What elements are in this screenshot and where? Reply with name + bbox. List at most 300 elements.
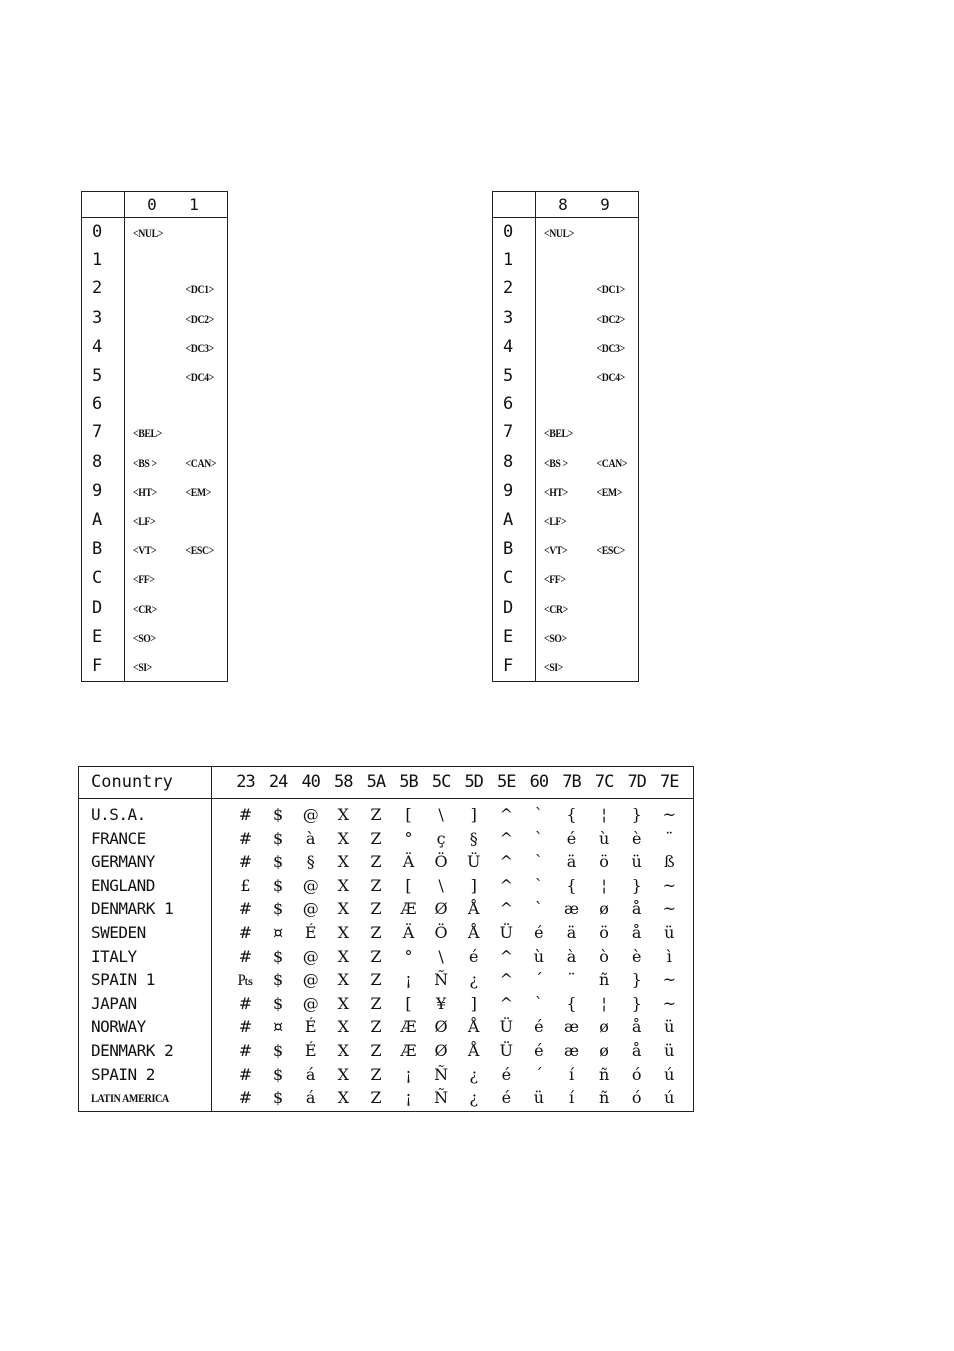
- character-cell: Ö: [434, 923, 448, 942]
- character-cell: Z: [370, 899, 382, 919]
- character-cell: $: [273, 875, 284, 895]
- country-name: ENGLAND: [91, 875, 155, 895]
- row-label: 7: [82, 418, 125, 447]
- character-cell: ñ: [598, 1064, 610, 1084]
- character-cell: Å: [467, 899, 480, 919]
- control-code: <BEL>: [544, 426, 573, 441]
- column-header: 1: [189, 195, 199, 214]
- row-cells: [125, 304, 228, 333]
- character-cell: X: [337, 993, 349, 1013]
- row-cells: [536, 477, 639, 506]
- character-cell: ¨: [567, 970, 576, 990]
- row-label: 2: [493, 274, 536, 303]
- code-column-header: 5E: [497, 772, 516, 792]
- character-cell: `: [534, 805, 543, 824]
- character-cell: ü: [664, 923, 675, 942]
- character-cell: å: [631, 1041, 642, 1060]
- character-cell: Ñ: [434, 1088, 449, 1108]
- row-cells: [125, 391, 228, 418]
- character-cell: ú: [664, 1088, 675, 1108]
- country-name: SPAIN 2: [91, 1064, 155, 1084]
- row-label: 0: [82, 218, 125, 248]
- code-column-header: 5D: [464, 772, 483, 792]
- character-cell: ^: [499, 946, 513, 966]
- control-code: <DC4>: [185, 370, 214, 385]
- row-cells: [125, 418, 228, 447]
- row-cells: [125, 564, 228, 593]
- character-cell: X: [337, 875, 349, 895]
- character-cell: $: [273, 1088, 284, 1108]
- character-cell: Ø: [434, 1041, 448, 1060]
- character-cell: é: [566, 828, 577, 848]
- character-cell: é: [534, 923, 544, 942]
- code-column-header: 7C: [594, 772, 614, 792]
- character-cell: í: [568, 1064, 575, 1084]
- code-column-header: 5B: [399, 772, 418, 792]
- country-name: SWEDEN: [91, 923, 146, 942]
- character-cell: ^: [499, 828, 513, 848]
- table-row: [82, 247, 228, 274]
- character-cell: X: [337, 1064, 349, 1084]
- control-code: <EM>: [185, 484, 211, 499]
- character-cell: å: [631, 899, 642, 919]
- row-cells: [125, 218, 228, 248]
- character-cell: $: [273, 805, 284, 824]
- character-cell: Ä: [402, 923, 415, 942]
- character-cell: }: [631, 993, 642, 1013]
- character-cell: ¿: [469, 1088, 478, 1108]
- character-cell: ^: [499, 852, 513, 872]
- character-cell: @: [302, 970, 319, 990]
- character-cell: $: [273, 1041, 284, 1060]
- control-code: <DC3>: [596, 340, 625, 355]
- character-cell: \: [438, 875, 444, 895]
- control-code: <CAN>: [185, 455, 217, 470]
- row-label: 7: [493, 418, 536, 447]
- character-cell: ä: [566, 923, 577, 942]
- character-cell: ^: [499, 805, 513, 824]
- character-cell: {: [566, 805, 577, 824]
- control-code: <HT>: [544, 484, 568, 499]
- character-cell: £: [240, 875, 251, 895]
- table-row: [82, 333, 228, 362]
- table-row: [493, 652, 639, 682]
- character-cell: ì: [666, 946, 672, 966]
- character-cell: ö: [599, 852, 609, 872]
- character-cell: ^: [499, 899, 513, 919]
- table-row: [493, 274, 639, 303]
- table-row: [82, 535, 228, 564]
- table-row: [79, 993, 693, 1017]
- row-cells: [536, 535, 639, 564]
- character-cell: [: [405, 805, 412, 824]
- code-column-header: 23: [236, 772, 255, 792]
- character-cell: `: [534, 852, 543, 872]
- table-row: [79, 969, 693, 993]
- table-row: [79, 828, 693, 852]
- row-label: 2: [82, 274, 125, 303]
- control-code: <CR>: [133, 601, 157, 616]
- table-row: [79, 898, 693, 922]
- row-cells: [125, 362, 228, 391]
- character-cell: ~: [662, 970, 676, 990]
- character-cell: ç: [436, 828, 446, 848]
- character-cell: ß: [663, 852, 675, 872]
- row-cells: [125, 247, 228, 274]
- row-label: B: [82, 535, 125, 564]
- code-column-header: 40: [301, 772, 320, 792]
- character-cell: à: [566, 946, 577, 966]
- row-cells: [536, 594, 639, 623]
- table-row: [82, 362, 228, 391]
- character-cell: @: [302, 993, 319, 1013]
- character-cell: É: [304, 923, 317, 942]
- character-cell: ^: [499, 993, 513, 1013]
- control-code: <SO>: [544, 630, 567, 645]
- code-column-header: 7B: [562, 772, 581, 792]
- character-cell: é: [501, 1064, 512, 1084]
- control-code: <HT>: [133, 484, 157, 499]
- row-label: 6: [82, 391, 125, 418]
- character-cell: Z: [370, 946, 382, 966]
- table-row: [82, 652, 228, 682]
- control-code: <NUL>: [544, 226, 574, 240]
- character-cell: {: [566, 875, 577, 895]
- table-row: [79, 946, 693, 970]
- character-cell: ´: [534, 970, 543, 990]
- character-cell: §: [469, 828, 478, 848]
- row-label: C: [82, 564, 125, 593]
- control-code: <DC2>: [185, 311, 214, 326]
- control-code: <BEL>: [133, 426, 162, 441]
- row-label: 3: [82, 304, 125, 333]
- control-code: <SO>: [133, 630, 156, 645]
- character-cell: ~: [662, 805, 676, 824]
- character-cell: ]: [470, 993, 477, 1013]
- row-cells: [536, 247, 639, 274]
- character-cell: ó: [631, 1064, 642, 1084]
- character-cell: ₧: [237, 970, 254, 990]
- row-cells: [536, 362, 639, 391]
- character-cell: @: [302, 875, 319, 895]
- character-cell: #: [238, 828, 253, 848]
- row-cells: [536, 623, 639, 652]
- character-cell: °: [404, 946, 413, 966]
- row-label: B: [493, 535, 536, 564]
- row-label: 8: [82, 448, 125, 477]
- character-cell: Ñ: [434, 970, 449, 990]
- control-code: <DC3>: [185, 340, 214, 355]
- character-cell: ¤: [273, 923, 284, 942]
- row-label: 4: [82, 333, 125, 362]
- control-code: <LF>: [544, 514, 567, 529]
- table-row: [493, 418, 639, 447]
- row-cells: [125, 623, 228, 652]
- character-cell: X: [337, 923, 349, 942]
- character-cell: é: [534, 1041, 544, 1060]
- table-row: [493, 218, 639, 248]
- table-row: [493, 477, 639, 506]
- character-cell: ü: [664, 1041, 675, 1060]
- character-cell: #: [238, 1017, 253, 1037]
- character-cell: [: [405, 993, 412, 1013]
- character-cell: Æ: [400, 899, 417, 919]
- character-cell: Ü: [499, 1017, 514, 1037]
- row-label: 1: [82, 247, 125, 274]
- column-header: 0: [147, 195, 157, 214]
- table-row: [79, 875, 693, 899]
- character-cell: ¨: [665, 828, 674, 848]
- character-cell: #: [238, 899, 253, 919]
- character-cell: $: [273, 993, 284, 1013]
- character-cell: $: [273, 946, 284, 966]
- character-cell: ¿: [469, 1064, 478, 1084]
- table-row: [493, 506, 639, 535]
- character-cell: Ø: [434, 1017, 448, 1037]
- character-cell: #: [238, 993, 253, 1013]
- table-row: [493, 564, 639, 593]
- character-cell: è: [631, 828, 642, 848]
- character-cell: à: [305, 828, 316, 848]
- row-cells: [125, 274, 228, 303]
- control-code: <BS >: [544, 455, 568, 470]
- character-cell: `: [534, 875, 543, 895]
- character-cell: ]: [470, 875, 477, 895]
- row-cells: [536, 304, 639, 333]
- row-cells: [536, 333, 639, 362]
- character-cell: æ: [563, 899, 580, 919]
- character-cell: é: [468, 946, 479, 966]
- character-cell: X: [337, 828, 349, 848]
- table-header-row: [82, 192, 228, 218]
- character-cell: X: [337, 1017, 349, 1037]
- character-cell: Z: [370, 1017, 382, 1037]
- control-code: <DC1>: [185, 282, 214, 297]
- country-name: ITALY: [91, 946, 137, 966]
- character-cell: Ä: [402, 852, 415, 872]
- row-label: 4: [493, 333, 536, 362]
- row-cells: [536, 391, 639, 418]
- row-label: 9: [82, 477, 125, 506]
- row-label: 9: [493, 477, 536, 506]
- table-row: [82, 477, 228, 506]
- control-code: <SI>: [133, 660, 152, 675]
- character-cell: æ: [563, 1041, 580, 1060]
- control-code: <SI>: [544, 660, 563, 675]
- character-cell: #: [238, 852, 253, 872]
- row-label: A: [82, 506, 125, 535]
- table-row: [493, 448, 639, 477]
- control-code: <EM>: [596, 484, 622, 499]
- row-label: 1: [493, 247, 536, 274]
- character-cell: X: [337, 852, 349, 872]
- character-cell: ¦: [601, 875, 607, 895]
- control-code: <DC4>: [596, 370, 625, 385]
- character-cell: Ö: [434, 852, 448, 872]
- character-cell: $: [273, 1064, 284, 1084]
- character-cell: }: [631, 875, 642, 895]
- country-name: LATIN AMERICA: [91, 1091, 169, 1106]
- control-code: <LF>: [133, 514, 156, 529]
- country-name: JAPAN: [91, 993, 137, 1013]
- row-cells: [536, 506, 639, 535]
- character-cell: #: [238, 1064, 253, 1084]
- country-name: GERMANY: [91, 852, 155, 872]
- character-cell: #: [238, 1041, 253, 1060]
- character-cell: #: [238, 805, 253, 824]
- character-cell: Ü: [499, 1041, 514, 1060]
- table-header-row: [493, 192, 639, 218]
- character-cell: X: [337, 970, 349, 990]
- character-cell: \: [438, 805, 444, 824]
- row-label: 0: [493, 218, 536, 248]
- row-label: D: [493, 594, 536, 623]
- character-cell: í: [568, 1088, 575, 1108]
- character-cell: ´: [534, 1064, 543, 1084]
- character-cell: ¦: [601, 993, 607, 1013]
- row-label: 3: [493, 304, 536, 333]
- row-cells: [536, 564, 639, 593]
- character-cell: `: [534, 899, 543, 919]
- character-cell: ø: [599, 1017, 609, 1037]
- character-cell: ø: [599, 899, 609, 919]
- row-cells: [125, 594, 228, 623]
- row-label: 5: [493, 362, 536, 391]
- header-columns: [125, 192, 228, 218]
- row-label: F: [82, 652, 125, 682]
- column-header: 8: [558, 195, 568, 214]
- character-cell: \: [438, 946, 444, 966]
- character-cell: ¦: [601, 805, 607, 824]
- row-cells: [125, 652, 228, 682]
- control-code: <VT>: [544, 543, 568, 558]
- character-cell: É: [304, 1017, 317, 1037]
- character-cell: ]: [470, 805, 477, 824]
- row-cells: [536, 218, 639, 248]
- table-row: [79, 922, 693, 946]
- character-cell: É: [304, 1041, 317, 1060]
- character-cell: @: [302, 805, 319, 824]
- row-label: F: [493, 652, 536, 682]
- character-cell: {: [566, 993, 577, 1013]
- character-cell: æ: [563, 1017, 580, 1037]
- code-column-header: 7E: [660, 772, 679, 792]
- character-cell: $: [273, 828, 284, 848]
- table-row: [82, 564, 228, 593]
- table-row: [79, 851, 693, 875]
- character-cell: å: [631, 923, 642, 942]
- table-row: [493, 333, 639, 362]
- country-name: U.S.A.: [91, 805, 146, 824]
- table-row: [82, 304, 228, 333]
- character-cell: ~: [662, 875, 676, 895]
- table-row: [79, 804, 693, 828]
- control-code: <ESC>: [596, 543, 625, 558]
- character-cell: Z: [370, 970, 382, 990]
- table-row: [82, 274, 228, 303]
- character-cell: ¡: [405, 970, 412, 990]
- row-cells: [536, 274, 639, 303]
- table-row: [493, 304, 639, 333]
- row-cells: [125, 535, 228, 564]
- character-cell: Å: [467, 923, 480, 942]
- character-cell: ~: [662, 993, 676, 1013]
- row-label: D: [82, 594, 125, 623]
- table-row: [79, 1087, 693, 1111]
- header-corner: [493, 192, 536, 218]
- character-cell: @: [302, 946, 319, 966]
- character-cell: ¥: [436, 993, 447, 1013]
- row-label: E: [82, 623, 125, 652]
- character-cell: ü: [533, 1088, 545, 1108]
- character-cell: }: [631, 805, 642, 824]
- table-row: [82, 623, 228, 652]
- character-cell: Ü: [466, 852, 481, 872]
- character-cell: ^: [499, 970, 513, 990]
- character-cell: ñ: [598, 970, 610, 990]
- character-cell: é: [501, 1088, 512, 1108]
- row-cells: [125, 506, 228, 535]
- character-cell: Å: [467, 1017, 480, 1037]
- country-name: SPAIN 1: [91, 970, 155, 990]
- character-cell: ù: [533, 946, 545, 966]
- character-cell: #: [238, 946, 253, 966]
- control-code-table-left: [81, 191, 228, 682]
- code-column-header: 5A: [366, 772, 386, 792]
- character-cell: ñ: [598, 1088, 610, 1108]
- character-cell: `: [534, 828, 543, 848]
- country-name: NORWAY: [91, 1017, 146, 1037]
- table-row: [82, 418, 228, 447]
- character-cell: ò: [599, 946, 609, 966]
- table-row: [493, 535, 639, 564]
- row-label: C: [493, 564, 536, 593]
- table-row: [493, 391, 639, 418]
- character-cell: Z: [370, 1088, 382, 1108]
- character-cell: Z: [370, 875, 382, 895]
- table-row: [79, 1064, 693, 1088]
- character-cell: `: [534, 993, 543, 1013]
- character-cell: Ü: [499, 923, 514, 942]
- character-cell: $: [273, 970, 284, 990]
- table-row: [82, 218, 228, 248]
- row-cells: [536, 418, 639, 447]
- row-cells: [536, 652, 639, 682]
- international-character-table: [78, 766, 694, 1112]
- control-code-table-right: [492, 191, 639, 682]
- table-row: [493, 623, 639, 652]
- character-cell: Æ: [400, 1041, 417, 1060]
- character-cell: ø: [599, 1041, 609, 1060]
- control-code: <FF>: [133, 572, 155, 587]
- control-code: <NUL>: [133, 226, 163, 240]
- table-row: [493, 594, 639, 623]
- character-cell: Z: [370, 923, 382, 942]
- table-row: [82, 506, 228, 535]
- character-cell: Z: [370, 993, 382, 1013]
- character-cell: X: [337, 946, 349, 966]
- character-cell: X: [337, 1041, 349, 1060]
- character-cell: X: [337, 1088, 349, 1108]
- table-row: [493, 247, 639, 274]
- country-name: DENMARK 2: [91, 1041, 174, 1060]
- character-cell: ¡: [405, 1088, 412, 1108]
- character-cell: ^: [499, 875, 513, 895]
- control-code: <DC2>: [596, 311, 625, 326]
- character-cell: é: [534, 1017, 544, 1037]
- country-table-header: [79, 767, 693, 799]
- character-cell: è: [631, 946, 642, 966]
